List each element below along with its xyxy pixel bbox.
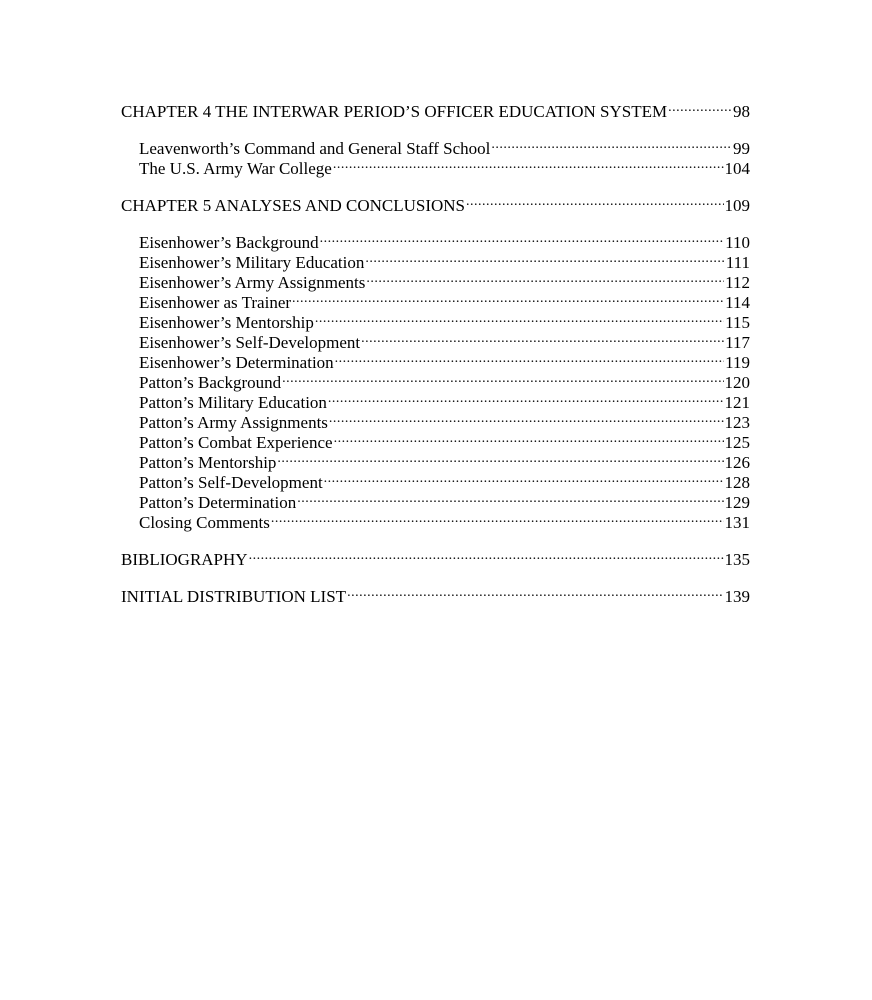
toc-entry-page-number: 125 (724, 433, 750, 452)
toc-section-entry (121, 134, 750, 158)
toc-dot-leader (292, 288, 724, 308)
toc-dot-leader (328, 388, 724, 408)
toc-entry-page-number: 120 (724, 373, 750, 392)
toc-entry-page-number: 115 (725, 313, 750, 332)
toc-entry-title: Patton’s Mentorship (139, 453, 277, 472)
toc-chapter-entry (121, 545, 750, 569)
toc-entry-title: Eisenhower’s Self-Development (139, 333, 361, 352)
toc-entry-page-number: 135 (724, 550, 750, 569)
toc-entry-page-number: 114 (725, 293, 750, 312)
toc-entry-page-number: 129 (724, 493, 750, 512)
toc-entry-page-number: 112 (725, 273, 750, 292)
toc-entry-title: Leavenworth’s Command and General Staff School (139, 139, 491, 158)
toc-dot-leader (334, 428, 724, 448)
toc-dot-leader (329, 408, 724, 428)
toc-entry-page-number: 126 (724, 453, 750, 472)
toc-entry-title: Patton’s Combat Experience (139, 433, 333, 452)
toc-entry-page-number: 123 (724, 413, 750, 432)
toc-entry-page-number: 99 (733, 139, 750, 158)
toc-chapter-entry (121, 582, 750, 606)
toc-entry-title: INITIAL DISTRIBUTION LIST (121, 587, 347, 606)
toc-entry-title: Patton’s Self-Development (139, 473, 323, 492)
toc-dot-leader (324, 468, 724, 488)
toc-dot-leader (249, 545, 724, 565)
toc-chapter-entry (121, 97, 750, 121)
toc-dot-leader (297, 488, 723, 508)
toc-entry-page-number: 117 (725, 333, 750, 352)
toc-entry-title: Patton’s Military Education (139, 393, 327, 412)
toc-dot-leader (365, 248, 724, 268)
table-of-contents (121, 97, 750, 606)
toc-entry-title: Patton’s Determination (139, 493, 297, 512)
toc-entry-title: Eisenhower as Trainer (139, 293, 292, 312)
toc-dot-leader (668, 97, 732, 117)
toc-entry-title: Eisenhower’s Background (139, 233, 319, 252)
toc-dot-leader (282, 368, 723, 388)
toc-entry-page-number: 109 (724, 196, 750, 215)
toc-entry-page-number: 111 (725, 253, 750, 272)
toc-entry-title: Eisenhower’s Determination (139, 353, 334, 372)
toc-dot-leader (361, 328, 724, 348)
toc-entry-title: BIBLIOGRAPHY (121, 550, 248, 569)
toc-entry-title: Patton’s Background (139, 373, 282, 392)
toc-entry-title: Eisenhower’s Army Assignments (139, 273, 366, 292)
toc-entry-page-number: 119 (725, 353, 750, 372)
toc-dot-leader (347, 582, 723, 602)
toc-dot-leader (366, 268, 724, 288)
toc-entry-title: Eisenhower’s Mentorship (139, 313, 314, 332)
toc-entry-title: CHAPTER 4 THE INTERWAR PERIOD’S OFFICER EDUCATION SYSTEM (121, 102, 668, 121)
toc-entry-page-number: 110 (725, 233, 750, 252)
toc-entry-page-number: 139 (724, 587, 750, 606)
toc-entry-title: Patton’s Army Assignments (139, 413, 328, 432)
toc-entry-page-number: 131 (724, 513, 750, 532)
toc-dot-leader (277, 448, 723, 468)
toc-entry-page-number: 98 (733, 102, 750, 121)
toc-dot-leader (320, 228, 725, 248)
toc-dot-leader (315, 308, 724, 328)
toc-entry-page-number: 104 (724, 159, 750, 178)
toc-entry-title: Closing Comments (139, 513, 270, 532)
toc-dot-leader (271, 508, 724, 528)
toc-dot-leader (491, 134, 732, 154)
toc-dot-leader (466, 191, 723, 211)
toc-entry-page-number: 128 (724, 473, 750, 492)
toc-entry-title: The U.S. Army War College (139, 159, 332, 178)
toc-dot-leader (333, 154, 724, 174)
toc-entry-page-number: 121 (724, 393, 750, 412)
toc-list (121, 97, 750, 606)
toc-entry-title: Eisenhower’s Military Education (139, 253, 365, 272)
toc-dot-leader (335, 348, 724, 368)
toc-chapter-entry (121, 191, 750, 215)
toc-section-entry (121, 228, 750, 252)
toc-entry-title: CHAPTER 5 ANALYSES AND CONCLUSIONS (121, 196, 466, 215)
